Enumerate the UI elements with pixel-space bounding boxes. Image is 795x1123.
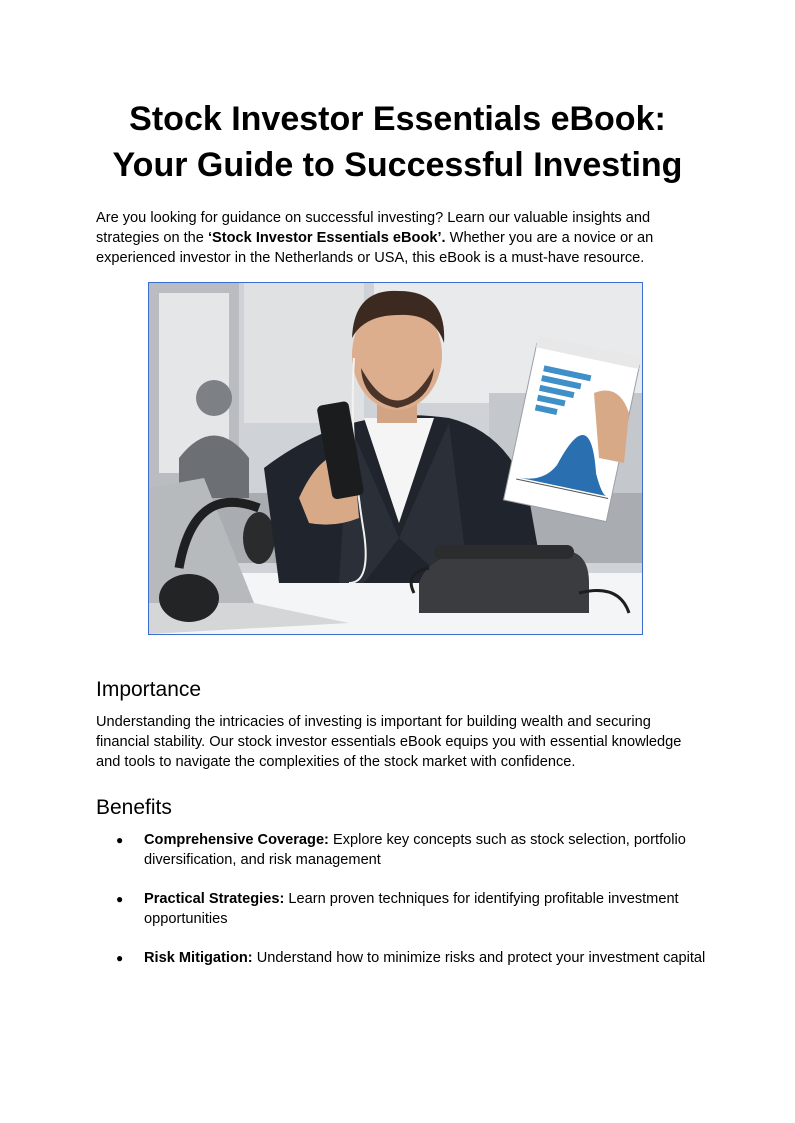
benefits-list bbox=[96, 830, 706, 987]
benefit-text: Explore key concepts such as stock selection, portfolio diversification, and risk management bbox=[144, 832, 686, 868]
bullet-icon: ● bbox=[116, 833, 124, 847]
benefit-label: Comprehensive Coverage: bbox=[144, 832, 329, 848]
benefit-text: Understand how to minimize risks and protect your investment capital bbox=[252, 950, 706, 966]
importance-paragraph: Understanding the intricacies of investing is important for building wealth and securing financial stability. Our stock investor essentials eBook equips you with essential knowledge and tools to navigate the complexities of the stock market with confidence. bbox=[96, 714, 682, 770]
list-item bbox=[96, 889, 706, 929]
benefit-label: Practical Strategies: bbox=[144, 891, 285, 907]
intro-paragraph bbox=[96, 208, 706, 268]
bullet-icon: ● bbox=[116, 892, 124, 906]
list-item bbox=[96, 948, 706, 968]
intro-ebook-name: ‘Stock Investor Essentials eBook’. bbox=[207, 230, 446, 246]
benefits-heading: Benefits bbox=[96, 796, 172, 819]
intro-text-end: Whether you are a novice or an experienced investor in the Netherlands or USA, this eBook is a must-have resource. bbox=[96, 230, 654, 266]
benefit-label: Risk Mitigation: bbox=[144, 950, 253, 966]
title-line-2: Your Guide to Successful Investing bbox=[112, 146, 683, 184]
intro-text-start: Are you looking for guidance on successful investing? Learn our valuable insights and strategies on the bbox=[96, 210, 651, 246]
title-line-1: Stock Investor Essentials eBook: bbox=[129, 100, 666, 138]
benefit-text: Learn proven techniques for identifying profitable investment opportunities bbox=[144, 891, 679, 927]
investor-illustration bbox=[149, 283, 642, 634]
list-item bbox=[96, 830, 706, 870]
investor-photo bbox=[148, 282, 643, 635]
importance-heading: Importance bbox=[96, 678, 202, 701]
page-title bbox=[60, 96, 735, 188]
bullet-icon: ● bbox=[116, 951, 124, 965]
